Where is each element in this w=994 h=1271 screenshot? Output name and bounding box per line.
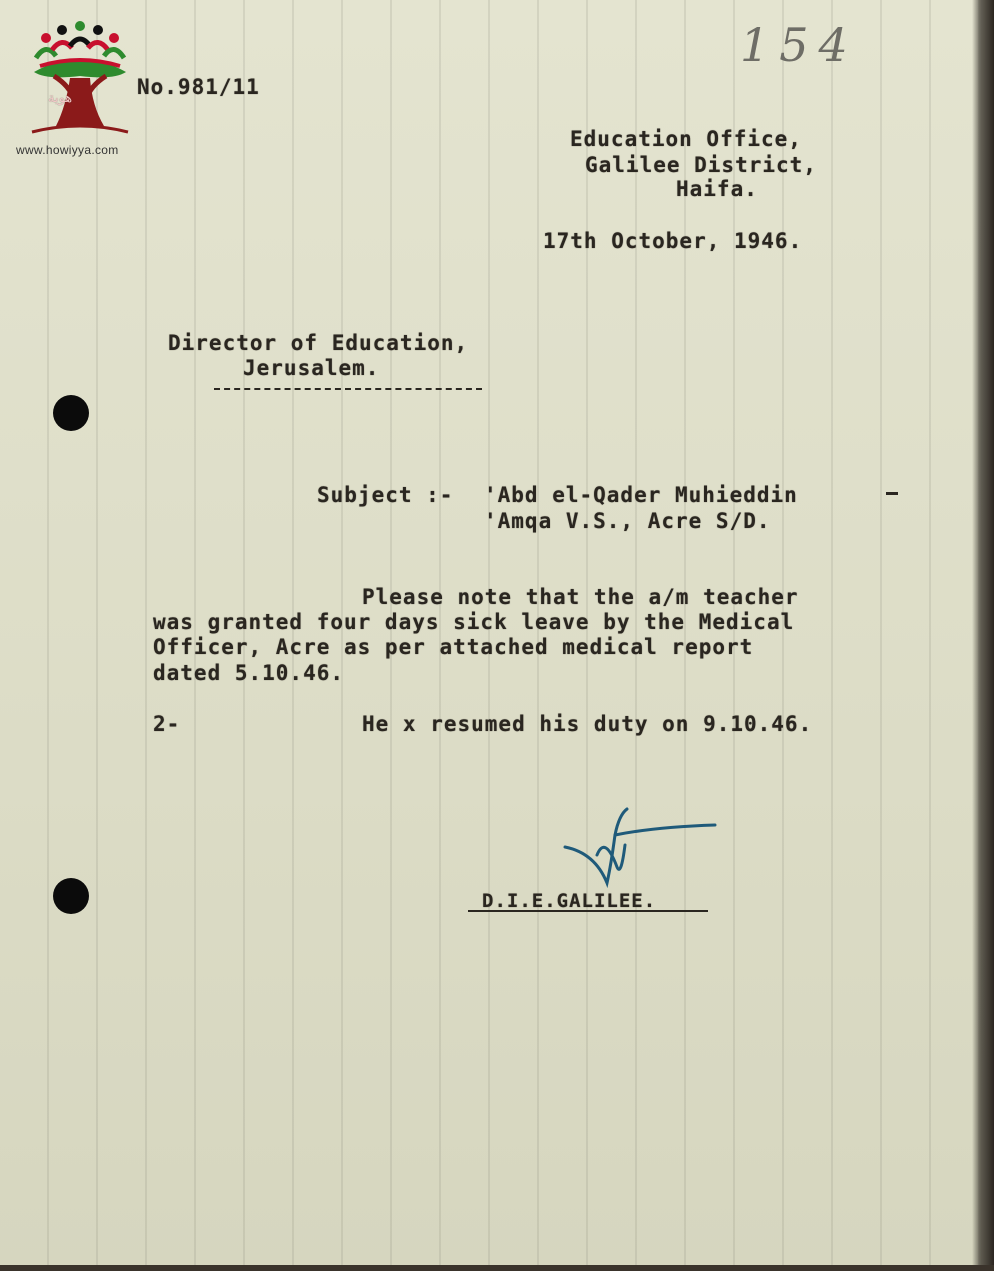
body-line-4: dated 5.10.46. xyxy=(153,661,345,685)
letter-date: 17th October, 1946. xyxy=(543,229,803,253)
logo-arabic-text: هوية xyxy=(48,91,73,106)
subject-label: Subject :- xyxy=(317,483,454,507)
subject-line-2: 'Amqa V.S., Acre S/D. xyxy=(484,509,771,533)
paragraph-2-text: He x resumed his duty on 9.10.46. xyxy=(362,712,813,736)
sender-office: Education Office, xyxy=(570,127,802,151)
torn-page-edge xyxy=(972,0,994,1271)
paragraph-2-number: 2- xyxy=(153,712,181,736)
body-line-3: Officer, Acre as per attached medical report xyxy=(153,635,754,659)
punch-hole-top xyxy=(53,395,89,431)
archive-number: 154 xyxy=(740,18,858,72)
logo-url: www.howiyya.com xyxy=(16,143,119,157)
handwritten-signature xyxy=(555,805,725,890)
page-bottom-edge xyxy=(0,1265,994,1271)
body-line-2: was granted four days sick leave by the Medical xyxy=(153,610,795,634)
body-line-1: Please note that the a/m teacher xyxy=(362,585,799,609)
howiyya-logo-icon xyxy=(14,16,144,158)
signature-name: D.I.E.GALILEE. xyxy=(482,890,657,912)
recipient-title: Director of Education, xyxy=(168,331,469,355)
subject-line-1: 'Abd el-Qader Muhieddin xyxy=(484,483,798,507)
signature-underline xyxy=(468,910,708,912)
recipient-city: Jerusalem. xyxy=(243,356,380,380)
sender-district: Galilee District, xyxy=(585,153,817,177)
reference-number: No.981/11 xyxy=(137,75,260,99)
sender-city: Haifa. xyxy=(676,177,758,201)
recipient-underline xyxy=(214,388,482,390)
punch-hole-bottom xyxy=(53,878,89,914)
margin-dash xyxy=(886,492,898,495)
